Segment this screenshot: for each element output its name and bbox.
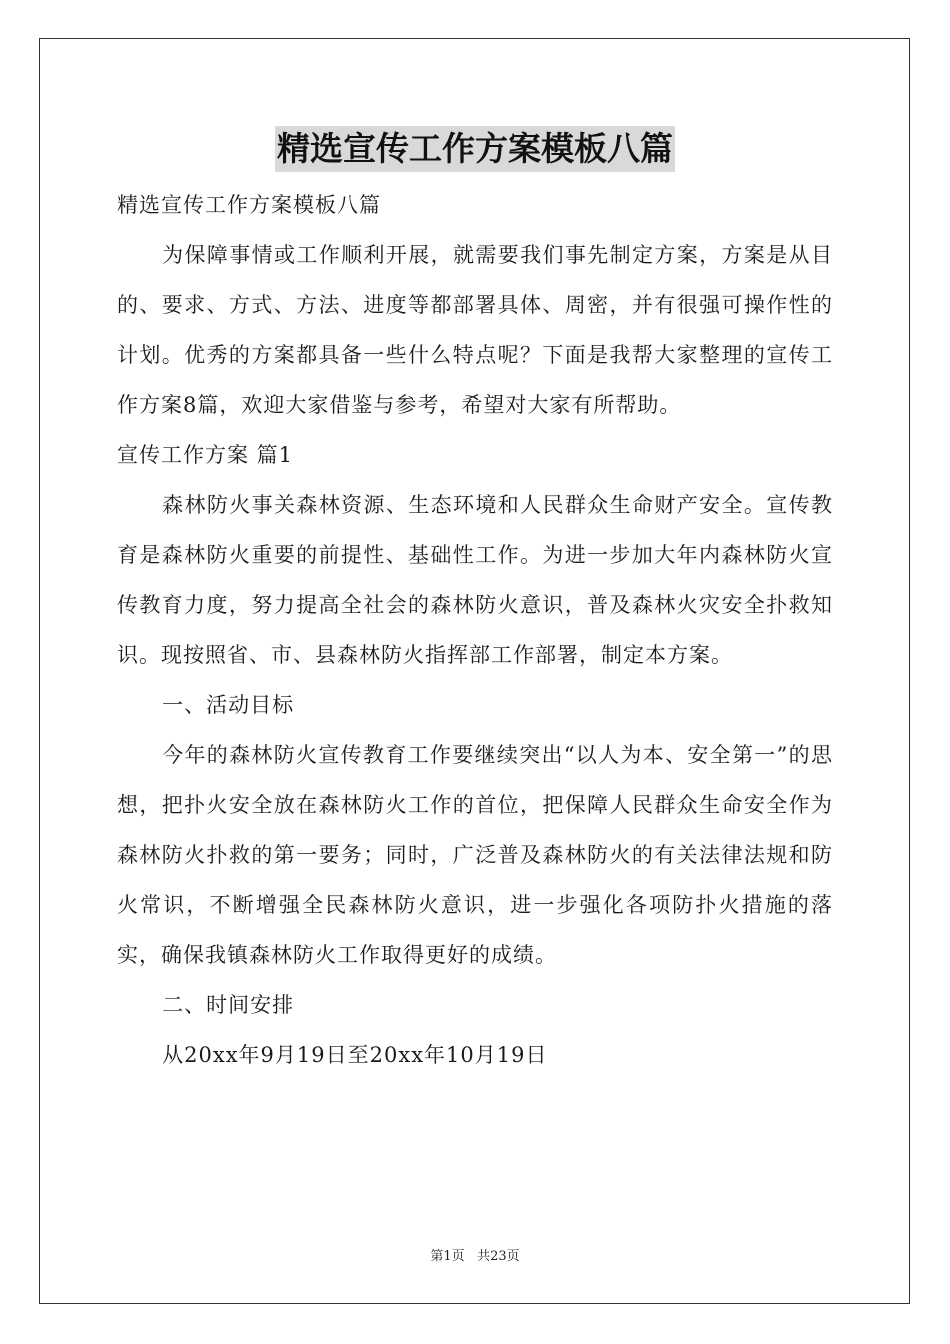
title-container <box>0 126 950 172</box>
page-total: 共23页 <box>477 1249 520 1264</box>
document-title: 精选宣传工作方案模板八篇 <box>275 126 675 172</box>
background-paragraph: 森林防火事关森林资源、生态环境和人民群众生命财产安全。宣传教育是森林防火重要的前提性、基础性工作。为进一步加大年内森林防火宣传教育力度，努力提高全社会的森林防火意识，普及森林火灾安全扑救知识。现按照省、市、县森林防火指挥部工作部署，制定本方案。 <box>117 493 833 667</box>
page-footer <box>0 1245 950 1264</box>
heading-activity-goal: 一、活动目标 <box>162 693 295 717</box>
page-number: 第1页 <box>430 1249 465 1264</box>
document-body <box>117 180 833 1080</box>
section-heading-part1: 宣传工作方案 篇1 <box>117 443 294 467</box>
document-subtitle: 精选宣传工作方案模板八篇 <box>117 193 381 217</box>
goal-paragraph: 今年的森林防火宣传教育工作要继续突出“以人为本、安全第一”的思想，把扑火安全放在森林防火工作的首位，把保障人民群众生命安全作为森林防火扑救的第一要务；同时，广泛普及森林防火的有关法律法规和防火常识，不断增强全民森林防火意识，进一步强化各项防扑火措施的落实，确保我镇森林防火工作取得更好的成绩。 <box>117 743 833 967</box>
heading-schedule: 二、时间安排 <box>162 993 295 1017</box>
intro-paragraph: 为保障事情或工作顺利开展，就需要我们事先制定方案，方案是从目的、要求、方式、方法、进度等都部署具体、周密，并有很强可操作性的计划。优秀的方案都具备一些什么特点呢？下面是我帮大家整理的宣传工作方案8篇，欢迎大家借鉴与参考，希望对大家有所帮助。 <box>117 243 833 417</box>
schedule-paragraph: 从20xx年9月19日至20xx年10月19日 <box>162 1043 548 1067</box>
